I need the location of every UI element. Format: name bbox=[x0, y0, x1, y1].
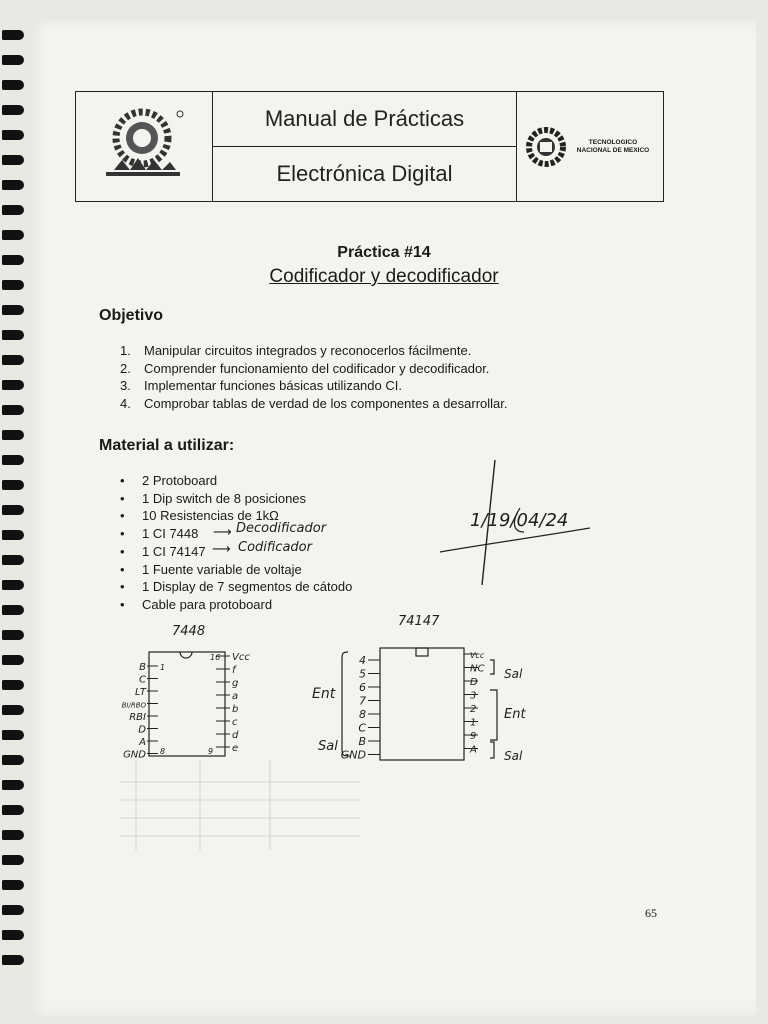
pin-label: GND bbox=[123, 749, 146, 761]
pin-label: 1 bbox=[470, 717, 477, 729]
manual-title: Manual de Prácticas bbox=[213, 92, 516, 147]
list-item: • 1 CI 7448 bbox=[118, 525, 352, 543]
materials-heading: Material a utilizar: bbox=[99, 437, 235, 454]
handwritten-note: Decodificador bbox=[236, 521, 327, 536]
list-item: 2. Comprender funcionamiento del codificador y decodificador. bbox=[120, 360, 490, 376]
pin-label: A bbox=[139, 737, 146, 748]
pin-label: B bbox=[139, 662, 146, 673]
objective-heading: Objetivo bbox=[99, 307, 164, 324]
pin-label: 9 bbox=[470, 731, 477, 742]
list-item: 1. Manipular circuitos integrados y reconocerlos fácilmente. bbox=[120, 343, 472, 358]
pin-label: Sal bbox=[504, 749, 523, 763]
arrow-icon: ⟶ bbox=[212, 542, 231, 557]
pin-label: C bbox=[358, 721, 366, 735]
pin-label: Vcc bbox=[470, 651, 485, 660]
list-item: • 1 Dip switch de 8 posiciones bbox=[118, 490, 352, 508]
handwritten-date: 1/19/04/24 bbox=[470, 510, 569, 531]
pin-label: 16 bbox=[210, 653, 221, 662]
pin-label: GND bbox=[340, 748, 366, 762]
pin-label: D bbox=[470, 677, 478, 688]
pin-label: d bbox=[232, 730, 239, 741]
pin-label: g bbox=[232, 678, 239, 689]
pin-label: Sal bbox=[318, 739, 338, 754]
chip-label: 7448 bbox=[172, 624, 206, 639]
pin-label: Vcc bbox=[232, 652, 250, 663]
list-item: • 2 Protoboard bbox=[118, 472, 352, 490]
pin-label: b bbox=[232, 704, 239, 715]
list-item: • 1 Display de 7 segmentos de cátodo bbox=[118, 578, 352, 596]
handwritten-note: Codificador bbox=[238, 540, 312, 555]
list-item: • 1 CI 74147 bbox=[118, 543, 352, 561]
pin-label: 3 bbox=[470, 690, 477, 702]
pin-label: 1 bbox=[160, 663, 166, 672]
pin-label: NC bbox=[470, 663, 485, 675]
list-item: • Cable para protoboard bbox=[118, 596, 352, 614]
pin-label: 5 bbox=[359, 667, 366, 681]
pin-label: C bbox=[139, 674, 146, 686]
pin-label: A bbox=[470, 744, 477, 756]
pin-label: 2 bbox=[470, 704, 477, 715]
course-title: Electrónica Digital bbox=[276, 161, 453, 186]
pin-label: 7 bbox=[359, 694, 366, 708]
practice-number: Práctica #14 bbox=[337, 244, 431, 261]
pin-label: e bbox=[232, 743, 239, 754]
institution-name: TECNOLOGICO NACIONAL DE MEXICO bbox=[576, 138, 650, 154]
list-item: • 1 Fuente variable de voltaje bbox=[118, 561, 352, 579]
pin-label: LT bbox=[134, 687, 146, 698]
chip-label: 74147 bbox=[398, 614, 440, 629]
pin-label: 9 bbox=[208, 747, 214, 756]
chip-74147-body bbox=[380, 648, 464, 760]
pin-label: Sal bbox=[504, 667, 523, 681]
pin-label: c bbox=[232, 717, 238, 728]
pin-label: BI/RBO bbox=[121, 701, 146, 710]
chip-notch bbox=[416, 648, 428, 656]
pin-label: 8 bbox=[359, 708, 366, 721]
pin-label: 8 bbox=[160, 747, 166, 756]
pin-label: RBI bbox=[129, 712, 146, 723]
pin-label: 6 bbox=[359, 681, 366, 694]
pin-label: Ent bbox=[504, 707, 526, 722]
pin-label: f bbox=[232, 665, 236, 676]
arrow-icon: ⟶ bbox=[213, 525, 232, 540]
chip-notch bbox=[180, 652, 192, 658]
page-number: 65 bbox=[645, 906, 657, 920]
list-item: • 10 Resistencias de 1kΩ bbox=[118, 507, 352, 525]
pin-label: a bbox=[232, 691, 239, 702]
pin-label: 4 bbox=[359, 654, 366, 667]
pin-label: D bbox=[138, 724, 146, 736]
list-item: 4. Comprobar tablas de verdad de los componentes a desarrollar. bbox=[120, 395, 508, 411]
practice-title: Codificador y decodificador bbox=[269, 266, 499, 287]
pin-label: Ent bbox=[312, 686, 336, 702]
list-item: 3. Implementar funciones básicas utilizando CI. bbox=[120, 378, 402, 393]
pin-label: B bbox=[358, 735, 366, 748]
